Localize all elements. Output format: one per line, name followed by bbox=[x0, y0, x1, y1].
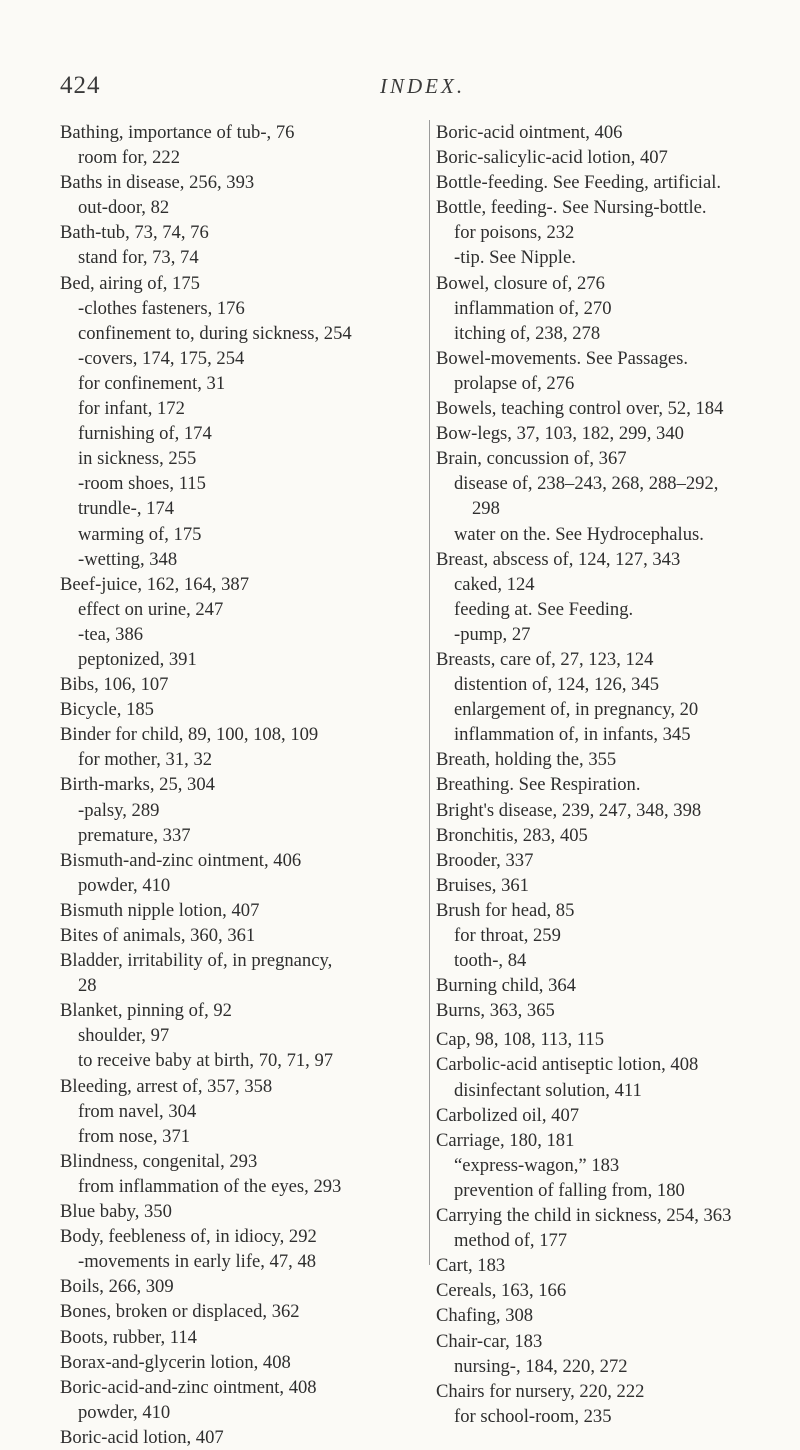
index-entry: Cap, 98, 108, 113, 115 bbox=[436, 1029, 605, 1051]
index-subentry: inflammation of, in infants, 345 bbox=[454, 724, 691, 746]
index-entry: Blindness, congenital, 293 bbox=[60, 1150, 258, 1172]
index-subentry: warming of, 175 bbox=[78, 523, 202, 545]
index-subentry: -wetting, 348 bbox=[78, 548, 178, 570]
index-subentry: confinement to, during sickness, 254 bbox=[78, 322, 352, 344]
index-subentry: distention of, 124, 126, 345 bbox=[454, 674, 660, 696]
index-entry: Bleeding, arrest of, 357, 358 bbox=[60, 1075, 273, 1097]
index-entry: Cart, 183 bbox=[436, 1255, 506, 1277]
index-entry: Carriage, 180, 181 bbox=[436, 1129, 575, 1151]
index-subentry: to receive baby at birth, 70, 71, 97 bbox=[78, 1050, 334, 1072]
index-entry: Bright's disease, 239, 247, 348, 398 bbox=[436, 799, 702, 821]
index-entry: Bottle-feeding. See Feeding, artificial. bbox=[436, 172, 722, 194]
index-entry: Blanket, pinning of, 92 bbox=[60, 1000, 232, 1022]
index-entry: Bismuth nipple lotion, 407 bbox=[60, 899, 260, 921]
index-entry: Birth-marks, 25, 304 bbox=[60, 774, 215, 796]
index-subentry: trundle-, 174 bbox=[78, 498, 175, 520]
index-subentry: in sickness, 255 bbox=[78, 448, 197, 470]
index-entry: Bathing, importance of tub-, 76 bbox=[60, 122, 295, 143]
column-divider bbox=[429, 120, 430, 1265]
index-entry: Body, feebleness of, in idiocy, 292 bbox=[60, 1226, 317, 1248]
index-subentry: powder, 410 bbox=[78, 874, 171, 896]
index-entry: Baths in disease, 256, 393 bbox=[60, 172, 255, 194]
index-subentry: effect on urine, 247 bbox=[78, 598, 224, 620]
index-entry: Brain, concussion of, 367 bbox=[436, 448, 627, 470]
index-subentry: from inflammation of the eyes, 293 bbox=[78, 1175, 342, 1197]
index-subentry: inflammation of, 270 bbox=[454, 297, 612, 319]
index-subentry: -covers, 174, 175, 254 bbox=[78, 347, 245, 369]
index-entry: Bites of animals, 360, 361 bbox=[60, 925, 256, 946]
index-subentry: premature, 337 bbox=[78, 824, 191, 846]
index-subentry: for confinement, 31 bbox=[78, 372, 226, 394]
index-subentry: -tip. See Nipple. bbox=[454, 247, 576, 269]
index-subentry: -pump, 27 bbox=[454, 623, 531, 645]
index-entry: Bronchitis, 283, 405 bbox=[436, 824, 588, 846]
index-entry: Blue baby, 350 bbox=[60, 1201, 172, 1223]
index-subentry: 28 bbox=[78, 975, 97, 997]
index-subentry: from navel, 304 bbox=[78, 1100, 197, 1122]
index-entry: Boric-acid-and-zinc ointment, 408 bbox=[60, 1376, 317, 1398]
index-entry: Bottle, feeding-. See Nursing-bottle. bbox=[436, 197, 707, 219]
index-subentry: enlargement of, in pregnancy, 20 bbox=[454, 699, 699, 721]
index-entry: Breasts, care of, 27, 123, 124 bbox=[436, 648, 654, 670]
index-subentry: powder, 410 bbox=[78, 1401, 171, 1423]
index-entry: Brooder, 337 bbox=[436, 849, 534, 871]
index-entry: Chair-car, 183 bbox=[436, 1330, 543, 1352]
page-number: 424 bbox=[60, 72, 101, 99]
index-entry: Burns, 363, 365 bbox=[436, 1000, 555, 1022]
index-subentry: 298 bbox=[472, 498, 500, 520]
index-subentry: water on the. See Hydrocephalus. bbox=[454, 523, 704, 545]
index-entry: Cereals, 163, 166 bbox=[436, 1280, 567, 1302]
index-entry: Bowels, teaching control over, 52, 184 bbox=[436, 398, 724, 420]
index-subentry: -tea, 386 bbox=[78, 623, 144, 645]
index-entry: Carbolized oil, 407 bbox=[436, 1104, 580, 1126]
index-entry: Bow-legs, 37, 103, 182, 299, 340 bbox=[436, 423, 684, 445]
index-entry: Bed, airing of, 175 bbox=[60, 272, 200, 294]
page-header bbox=[0, 68, 800, 104]
index-subentry: for school-room, 235 bbox=[454, 1405, 612, 1427]
index-column-left bbox=[60, 120, 430, 1450]
index-subentry: caked, 124 bbox=[454, 573, 535, 595]
index-subentry: for throat, 259 bbox=[454, 925, 561, 946]
index-subentry: out-door, 82 bbox=[78, 197, 170, 219]
index-subentry: prolapse of, 276 bbox=[454, 372, 575, 394]
index-subentry: nursing-, 184, 220, 272 bbox=[454, 1355, 628, 1377]
index-subentry: -clothes fasteners, 176 bbox=[78, 297, 245, 319]
index-subentry: -movements in early life, 47, 48 bbox=[78, 1251, 317, 1273]
index-subentry: -room shoes, 115 bbox=[78, 473, 206, 495]
index-subentry: disease of, 238–243, 268, 288–292, bbox=[454, 473, 719, 495]
index-subentry: tooth-, 84 bbox=[454, 950, 527, 972]
index-entry: Breathing. See Respiration. bbox=[436, 774, 641, 796]
index-column-right bbox=[436, 120, 766, 1429]
index-entry: Boric-salicylic-acid lotion, 407 bbox=[436, 147, 668, 169]
index-subentry: feeding at. See Feeding. bbox=[454, 598, 634, 620]
index-subentry: for mother, 31, 32 bbox=[78, 749, 213, 771]
index-entry: Boric-acid lotion, 407 bbox=[60, 1426, 224, 1448]
index-subentry: prevention of falling from, 180 bbox=[454, 1179, 685, 1201]
index-entry: Bibs, 106, 107 bbox=[60, 674, 169, 696]
index-entry: Bladder, irritability of, in pregnancy, bbox=[60, 950, 333, 972]
index-subentry: “express-wagon,” 183 bbox=[454, 1154, 620, 1176]
index-entry: Breath, holding the, 355 bbox=[436, 749, 617, 771]
index-subentry: room for, 222 bbox=[78, 147, 181, 169]
index-subentry: for poisons, 232 bbox=[454, 222, 575, 244]
index-subentry: -palsy, 289 bbox=[78, 799, 160, 821]
index-entry: Boils, 266, 309 bbox=[60, 1276, 174, 1298]
index-entry: Carbolic-acid antiseptic lotion, 408 bbox=[436, 1054, 699, 1076]
running-head: INDEX. bbox=[380, 74, 466, 98]
index-entry: Bowel, closure of, 276 bbox=[436, 272, 605, 294]
index-subentry: from nose, 371 bbox=[78, 1125, 191, 1147]
index-entry: Binder for child, 89, 100, 108, 109 bbox=[60, 724, 319, 746]
index-entry: Bicycle, 185 bbox=[60, 699, 154, 721]
index-entry: Borax-and-glycerin lotion, 408 bbox=[60, 1351, 291, 1373]
index-entry: Boots, rubber, 114 bbox=[60, 1326, 197, 1348]
index-entry: Boric-acid ointment, 406 bbox=[436, 122, 623, 143]
index-entry: Chairs for nursery, 220, 222 bbox=[436, 1380, 645, 1402]
index-entry: Brush for head, 85 bbox=[436, 899, 575, 921]
index-entry: Bruises, 361 bbox=[436, 874, 529, 896]
index-subentry: for infant, 172 bbox=[78, 398, 185, 420]
index-subentry: stand for, 73, 74 bbox=[78, 247, 199, 269]
index-entry: Breast, abscess of, 124, 127, 343 bbox=[436, 548, 681, 570]
index-entry: Bones, broken or displaced, 362 bbox=[60, 1301, 300, 1323]
index-entry: Burning child, 364 bbox=[436, 975, 576, 997]
index-subentry: method of, 177 bbox=[454, 1230, 568, 1252]
index-subentry: peptonized, 391 bbox=[78, 648, 197, 670]
index-subentry: disinfectant solution, 411 bbox=[454, 1079, 642, 1101]
index-entry: Bath-tub, 73, 74, 76 bbox=[60, 222, 209, 244]
index-entry: Beef-juice, 162, 164, 387 bbox=[60, 573, 249, 595]
index-entry: Bismuth-and-zinc ointment, 406 bbox=[60, 849, 302, 871]
index-subentry: furnishing of, 174 bbox=[78, 423, 212, 445]
index-subentry: itching of, 238, 278 bbox=[454, 322, 601, 344]
index-subentry: shoulder, 97 bbox=[78, 1025, 170, 1047]
index-entry: Carrying the child in sickness, 254, 363 bbox=[436, 1205, 732, 1227]
index-entry: Chafing, 308 bbox=[436, 1305, 534, 1327]
index-entry: Bowel-movements. See Passages. bbox=[436, 347, 689, 369]
